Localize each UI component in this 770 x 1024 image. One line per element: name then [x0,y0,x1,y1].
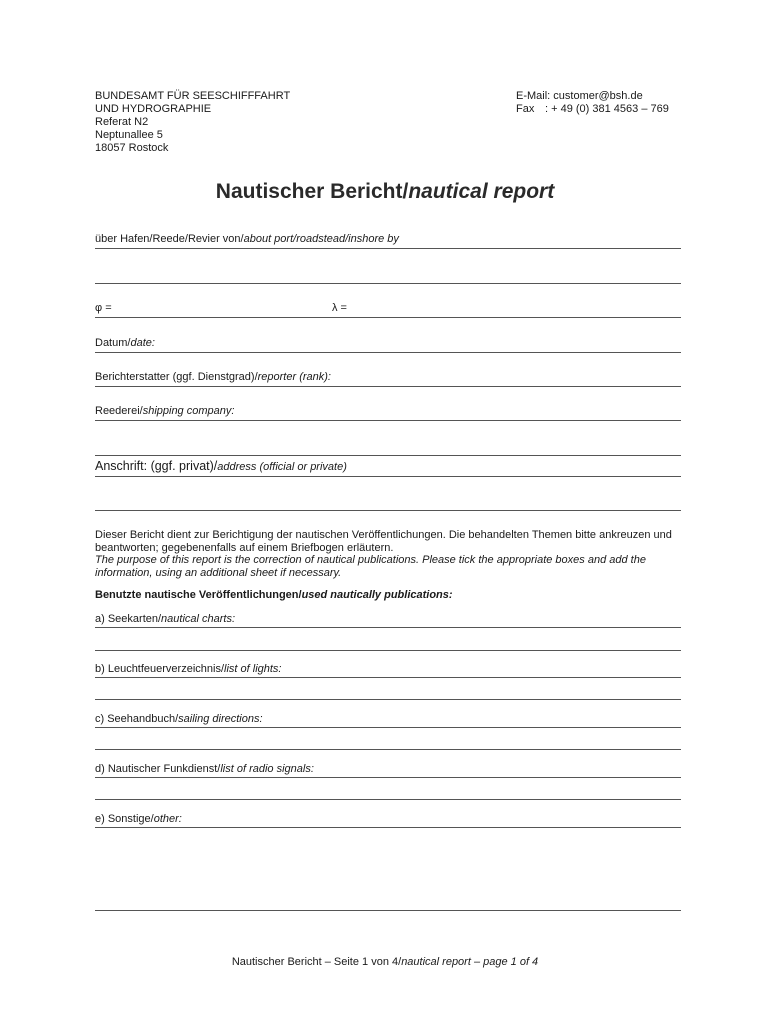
org-line: Referat N2 [95,116,149,128]
radio-signals-line-2[interactable] [95,799,681,800]
lights-line[interactable] [95,677,681,678]
latitude-label: φ = [95,302,112,314]
port-line-2[interactable] [95,283,681,284]
other-line-2[interactable] [95,910,681,911]
date-line[interactable] [95,352,681,353]
org-line: BUNDESAMT FÜR SEESCHIFFFAHRT [95,90,291,102]
longitude-field[interactable] [332,302,347,314]
longitude-label: λ = [332,302,347,314]
charts-line[interactable] [95,627,681,628]
email-line: E-Mail: customer@bsh.de [516,90,643,102]
contact-block [516,90,669,116]
coordinates-line[interactable] [95,317,681,318]
radio-signals-line[interactable] [95,777,681,778]
address-line[interactable] [95,476,681,477]
org-line: Neptunallee 5 [95,129,163,141]
reporter-line[interactable] [95,386,681,387]
other-line[interactable] [95,827,681,828]
address-line-2[interactable] [95,510,681,511]
intro-english: The purpose of this report is the correction of nautical publications. Please tick the appropriate boxes and add the information, using an additional sheet if necessary. [95,554,646,579]
sailing-directions-line-2[interactable] [95,749,681,750]
email-address[interactable]: customer@bsh.de [553,90,643,102]
fax-label: Fax [516,103,535,115]
sailing-directions-line[interactable] [95,727,681,728]
intro-german: Dieser Bericht dient zur Berichtigung der nautischen Veröffentlichungen. Die behandelten Themen bitte ankreuzen und beantworten; gegebenenfalls auf einem Briefbogen erläutern. [95,529,672,554]
org-line: UND HYDROGRAPHIE [95,103,212,115]
company-line-2[interactable] [95,455,681,456]
fax-line [516,103,669,116]
port-label: über Hafen/Reede/Revier von/ [95,233,244,245]
company-line[interactable] [95,420,681,421]
page-footer: Nautischer Bericht – Seite 1 von 4/nautical report – page 1 of 4 [231,956,539,968]
page-title: Nautischer Bericht/nautical report [215,180,555,203]
sender-address [95,90,290,155]
port-line[interactable] [95,248,681,249]
lights-line-2[interactable] [95,699,681,700]
intro-paragraph [95,529,685,579]
charts-line-2[interactable] [95,650,681,651]
org-line: 18057 Rostock [95,142,169,154]
fax-number: : + 49 (0) 381 4563 – 769 [545,103,669,115]
